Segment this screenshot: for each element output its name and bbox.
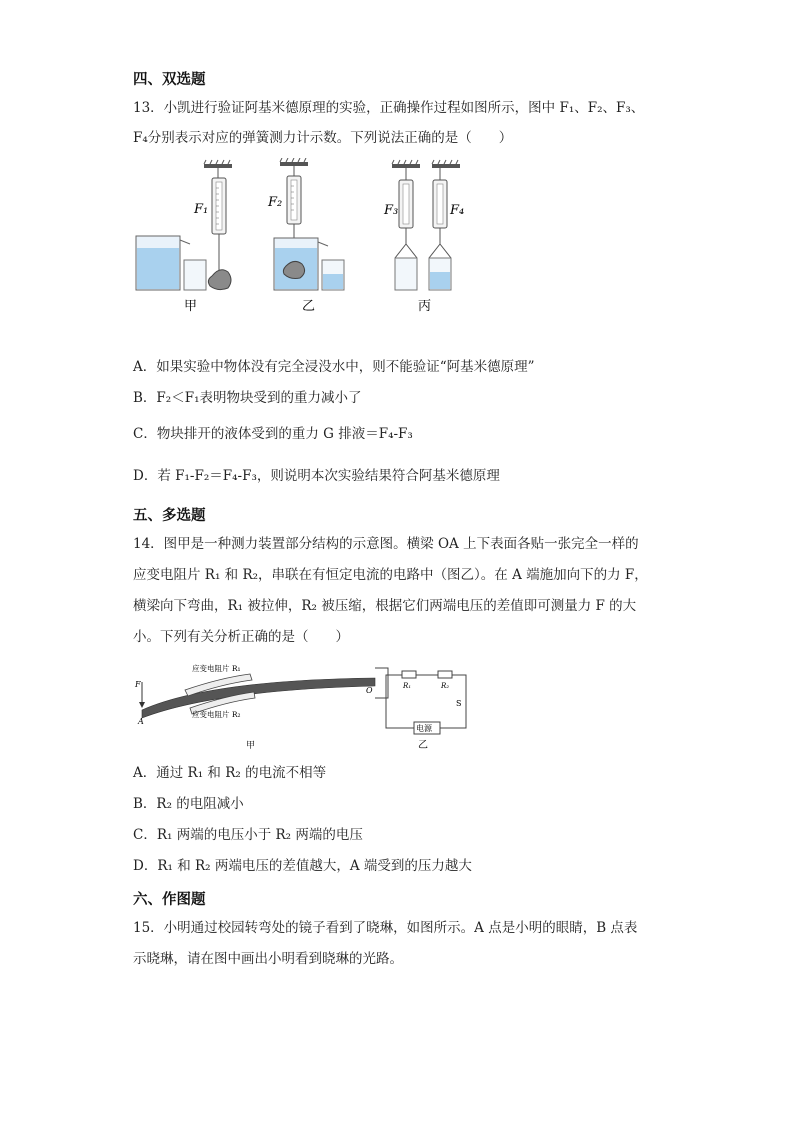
q14-figure	[130, 660, 470, 755]
force-label-f2: F₂	[268, 195, 283, 210]
q13-stem-line2: F₄分别表示对应的弹簧测力计示数。下列说法正确的是（ ）	[133, 130, 513, 146]
q14-option-b: B．R₂ 的电阻减小	[133, 796, 244, 812]
switch-label: S	[456, 699, 462, 708]
circuit-r2-label: R₂	[441, 682, 450, 690]
section-title-multiple-choice: 五、多选题	[133, 508, 206, 524]
panel-label-yi: 乙	[302, 299, 316, 314]
q13-stem-line1: 13．小凯进行验证阿基米德原理的实验，正确操作过程如图所示，图中 F₁、F₂、F₃、	[133, 100, 645, 116]
figure-label-jia: 甲	[246, 741, 256, 751]
point-label-f: F	[135, 680, 141, 689]
force-label-f3: F₃	[384, 203, 399, 218]
circuit-r1-label: R₁	[403, 682, 412, 690]
q14-option-c: C．R₁ 两端的电压小于 R₂ 两端的电压	[133, 827, 363, 843]
q14-option-a: A．通过 R₁ 和 R₂ 的电流不相等	[133, 765, 327, 781]
q13-figure	[130, 158, 470, 318]
q14-stem-line4: 小。下列有关分析正确的是（ ）	[133, 629, 349, 645]
q14-option-d: D．R₁ 和 R₂ 两端电压的差值越大，A 端受到的压力越大	[133, 858, 472, 874]
strain-gauge-r2-label: 应变电阻片 R₂	[192, 710, 241, 719]
q14-stem-line2: 应变电阻片 R₁ 和 R₂，串联在有恒定电流的电路中（图乙）。在 A 端施加向下的力 F，	[133, 567, 648, 583]
q13-option-c: C．物块排开的液体受到的重力 G 排液＝F₄-F₃	[133, 426, 413, 442]
q14-stem-line3: 横梁向下弯曲，R₁ 被拉伸，R₂ 被压缩，根据它们两端电压的差值即可测量力 F 的大	[133, 598, 637, 614]
figure-bing	[392, 160, 460, 290]
panel-label-bing: 丙	[418, 299, 432, 314]
force-label-f4: F₄	[450, 203, 465, 218]
q15-stem-line1: 15．小明通过校园转弯处的镜子看到了晓琳，如图所示。A 点是小明的眼睛，B 点表	[133, 920, 638, 936]
force-label-f1: F₁	[194, 202, 209, 217]
q13-option-b: B．F₂＜F₁表明物块受到的重力减小了	[133, 390, 362, 406]
q13-option-a: A．如果实验中物体没有完全浸没水中，则不能验证“阿基米德原理”	[133, 359, 535, 375]
section-title-drawing: 六、作图题	[133, 892, 206, 908]
q13-option-d: D．若 F₁-F₂＝F₄-F₃，则说明本次实验结果符合阿基米德原理	[133, 468, 500, 484]
figure-label-yi: 乙	[418, 740, 428, 751]
power-source-label: 电源	[416, 724, 432, 733]
strain-gauge-r1-label: 应变电阻片 R₁	[192, 664, 241, 673]
figure-yi	[274, 158, 344, 290]
q15-stem-line2: 示晓琳，请在图中画出小明看到晓琳的光路。	[133, 951, 403, 967]
panel-label-jia: 甲	[184, 299, 198, 314]
point-label-o: O	[366, 686, 373, 695]
section-title-double-choice: 四、双选题	[133, 72, 206, 88]
figure-jia	[136, 160, 232, 290]
point-label-a: A	[138, 717, 144, 726]
q14-stem-line1: 14．图甲是一种测力装置部分结构的示意图。横梁 OA 上下表面各贴一张完全一样的	[133, 536, 639, 552]
